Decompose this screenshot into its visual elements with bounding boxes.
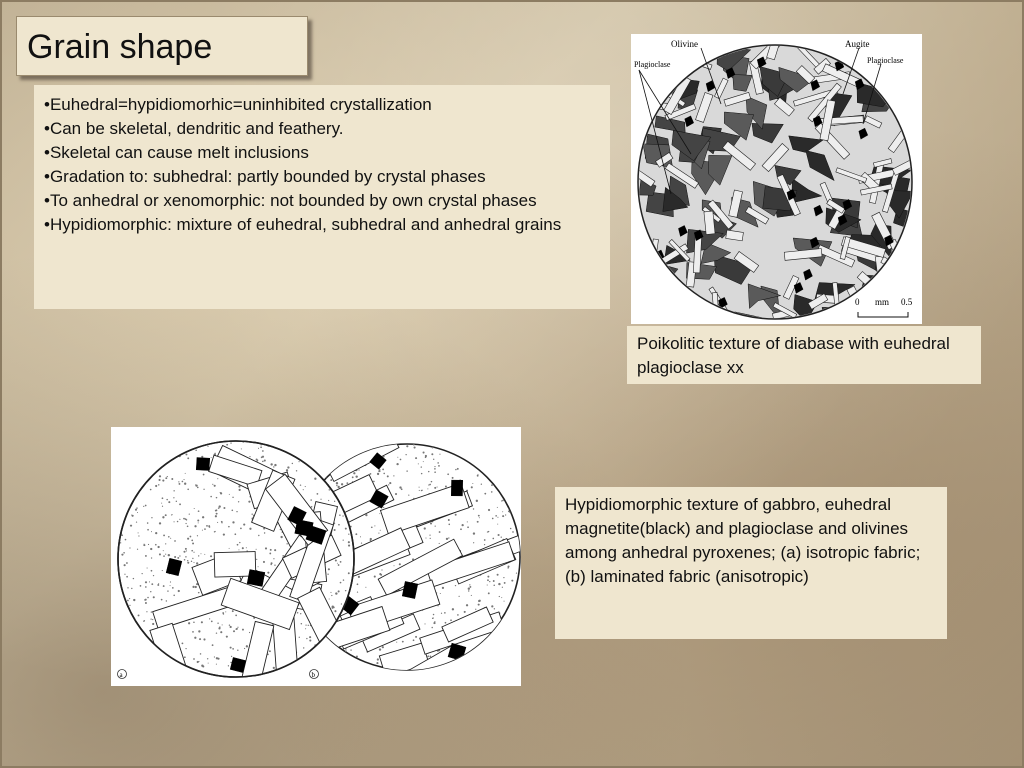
bullet-item: •To anhedral or xenomorphic: not bounded by own crystal phases <box>44 191 537 210</box>
olivine-label: Olivine <box>671 39 698 49</box>
scale-zero: 0 <box>855 297 860 307</box>
slide-title: Grain shape <box>27 28 213 66</box>
plagioclase-right-label: Plagioclase <box>867 56 904 65</box>
scale-unit: mm <box>875 297 890 307</box>
label-b: b <box>311 671 315 679</box>
scale-bar <box>858 312 908 317</box>
bullet-item: •Skeletal can cause melt inclusions <box>44 143 309 162</box>
diabase-micrograph <box>631 34 922 324</box>
plagioclase-left-label: Plagioclase <box>634 60 671 69</box>
gabbro-texture-diagram <box>111 427 521 686</box>
title-box <box>16 16 308 76</box>
bullet-item: •Gradation to: subhedral: partly bounded by crystal phases <box>44 167 486 186</box>
bullet-list <box>34 85 610 309</box>
bullet-item: •Euhedral=hypidiomorhic=uninhibited crystallization <box>44 95 432 114</box>
bullet-item: •Can be skeletal, dendritic and feathery. <box>44 119 344 138</box>
bullet-item: •Hypidiomorphic: mixture of euhedral, subhedral and anhedral grains <box>44 215 562 234</box>
augite-label: Augite <box>845 39 870 49</box>
gabbro-caption: Hypidiomorphic texture of gabbro, euhedral magnetite(black) and plagioclase and olivines among anhedral pyroxenes; (a) isotropic fabric; (b) laminated fabric (anisotropic) <box>555 487 947 639</box>
scale-max: 0.5 <box>901 297 913 307</box>
label-a: a <box>119 671 123 679</box>
diabase-caption: Poikolitic texture of diabase with euhedral plagioclase xx <box>627 326 981 384</box>
